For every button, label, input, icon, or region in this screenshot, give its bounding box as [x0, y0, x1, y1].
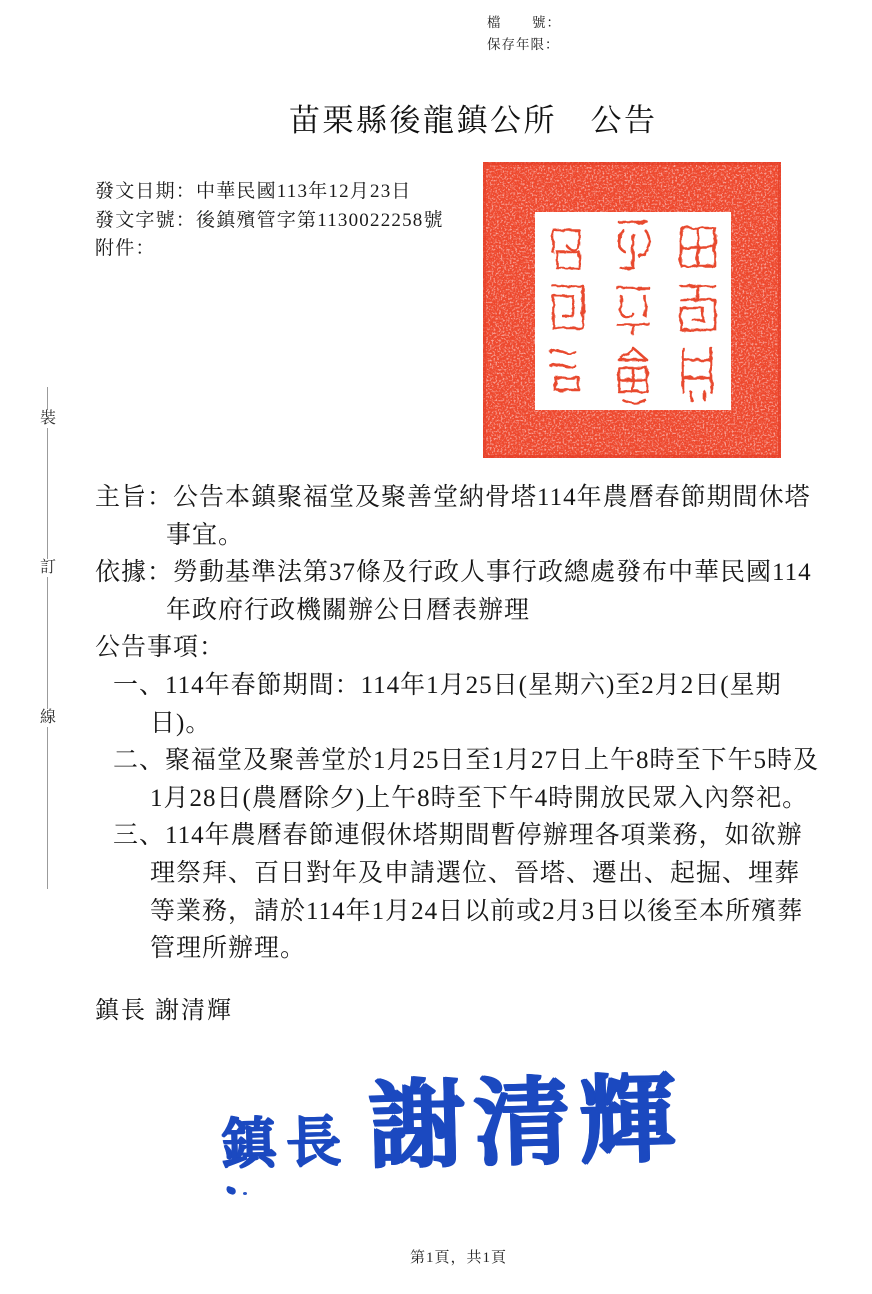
announcement-body [95, 479, 820, 968]
stamp-title: 鎮長 [219, 1110, 352, 1175]
body-line: 三、114年農曆春節連假休塔期間暫停辦理各項業務，如欲辦 [113, 822, 803, 850]
body-line: 等業務，請於114年1月24日以前或2月3日以後至本所殯葬 [150, 897, 804, 925]
body-line: 事宜。 [166, 521, 245, 549]
body-line: 主旨：公告本鎮聚福堂及聚善堂納骨塔114年農曆春節期間休塔 [95, 484, 811, 511]
attachment-line: 附件： [95, 238, 156, 260]
body-line: 一、114年春節期間：114年1月25日(星期六)至2月2日(星期 [113, 671, 782, 699]
body-line: 日)。 [150, 709, 212, 737]
stamp-name: 謝清輝 [366, 1065, 685, 1181]
body-line: 公告事項： [95, 634, 226, 662]
binding-char-middle: 訂 [39, 559, 56, 576]
body-line: 年政府行政機關辦公日曆表辦理 [166, 596, 531, 624]
doc-number-line: 發文字號：後鎮殯管字第1130022258號 [95, 209, 444, 231]
body-line: 1月28日(農曆除夕)上午8時至下午4時開放民眾入內祭祀。 [150, 784, 809, 812]
official-seal-stamp [483, 162, 781, 458]
meta-block [95, 178, 444, 264]
body-line: 理祭拜、百日對年及申請選位、晉塔、遷出、起掘、埋葬 [150, 859, 801, 887]
page-title: 苗栗縣後龍鎮公所 公告 [289, 103, 658, 138]
retention-label: 保存年限： [487, 37, 560, 52]
page-number: 第1頁，共1頁 [410, 1250, 508, 1266]
binding-char-top: 裝 [39, 410, 56, 427]
file-number-label-right: 號： [532, 15, 561, 30]
mayor-signature-stamp [218, 1042, 701, 1191]
signer-line: 鎮長 謝清輝 [95, 998, 233, 1024]
file-number-label [487, 12, 561, 34]
body-line: 依據：勞動基準法第37條及行政人事行政總處發布中華民國114 [95, 559, 812, 587]
ink-dot [243, 1192, 247, 1195]
binding-char-bottom: 線 [39, 709, 56, 726]
body-line: 二、聚福堂及聚善堂於1月25日至1月27日上午8時至下午5時及 [113, 747, 820, 775]
file-number-label-left: 檔 [487, 15, 502, 30]
issue-date-line: 發文日期：中華民國113年12月23日 [95, 181, 412, 202]
body-line: 管理所辦理。 [150, 935, 307, 963]
binding-line [39, 387, 56, 889]
archive-block [487, 12, 579, 56]
